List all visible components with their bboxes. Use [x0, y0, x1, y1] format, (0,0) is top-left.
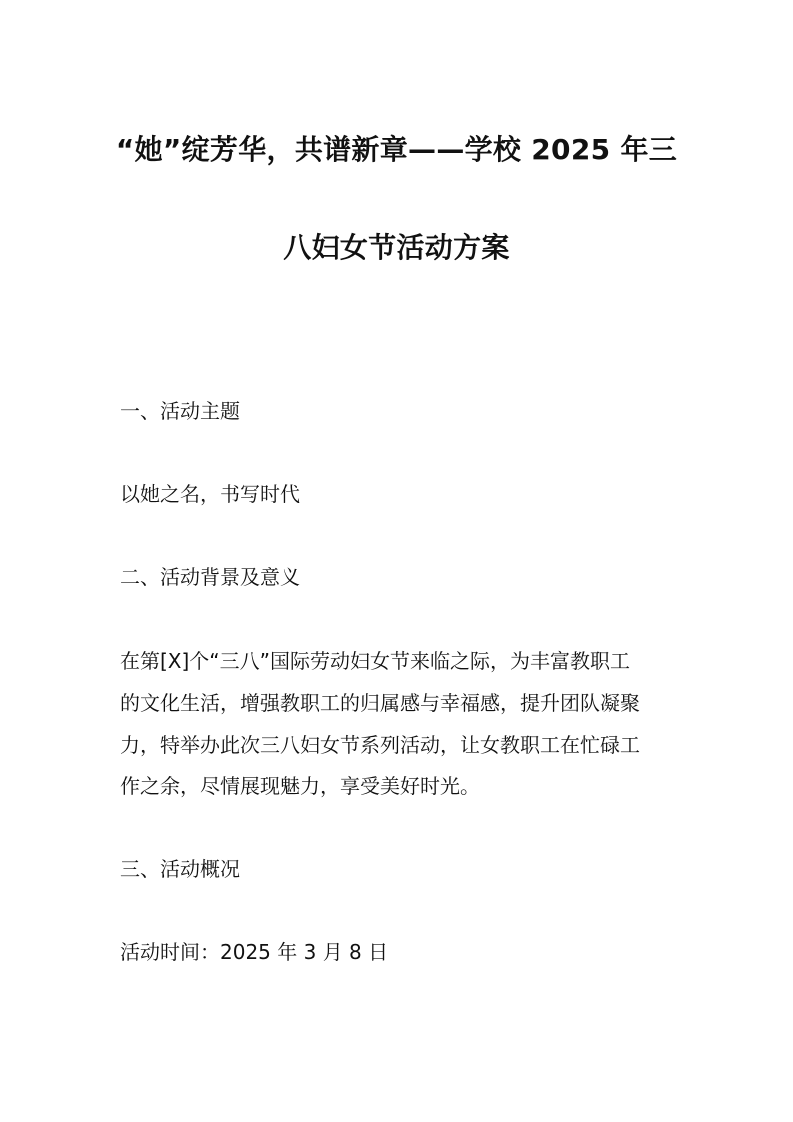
section-heading-theme: 一、活动主题 — [120, 399, 240, 423]
document-title-line-1: “她”绽芳华，共谱新章——学校 2025 年三 — [115, 133, 678, 166]
section-heading-overview: 三、活动概况 — [120, 857, 240, 881]
document-title-line-2: 八妇女节活动方案 — [283, 231, 510, 264]
background-paragraph-line: 作之余，尽情展现魅力，享受美好时光。 — [120, 774, 480, 798]
background-paragraph-line: 在第[X]个“三八”国际劳动妇女节来临之际，为丰富教职工 — [120, 649, 631, 673]
section-heading-background: 二、活动背景及意义 — [120, 565, 300, 589]
theme-text: 以她之名，书写时代 — [120, 482, 300, 506]
activity-time-text: 活动时间：2025 年 3 月 8 日 — [120, 940, 389, 964]
background-paragraph-line: 的文化生活，增强教职工的归属感与幸福感，提升团队凝聚 — [120, 691, 640, 715]
background-paragraph-line: 力，特举办此次三八妇女节系列活动，让女教职工在忙碌工 — [120, 733, 640, 757]
